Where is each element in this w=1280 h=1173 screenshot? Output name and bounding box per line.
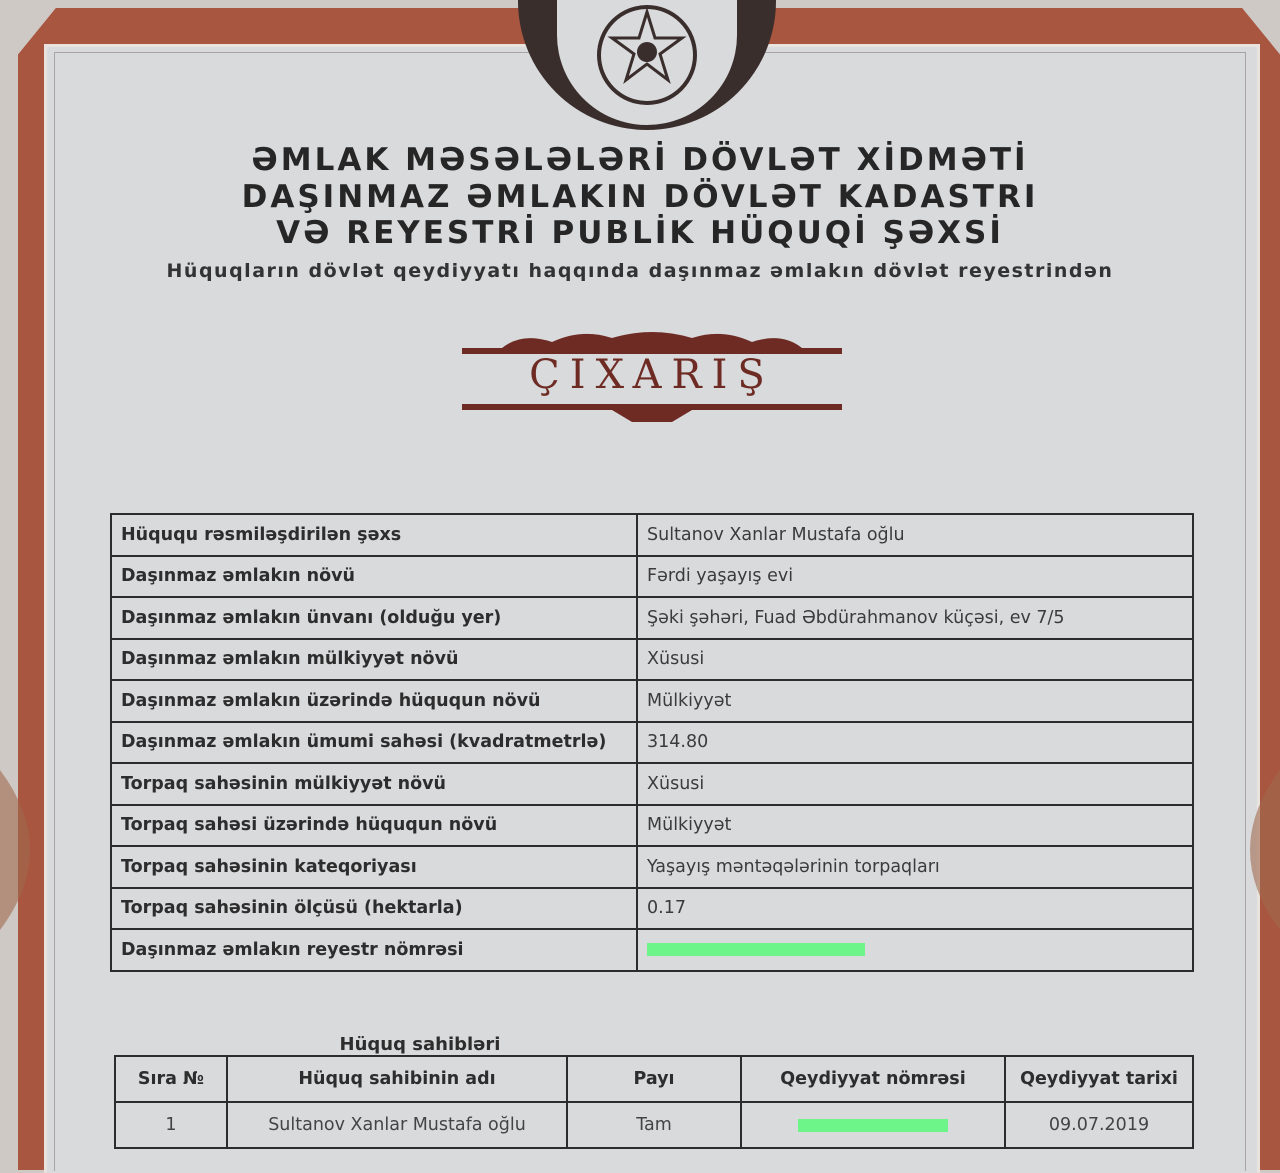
detail-label: Daşınmaz əmlakın üzərində hüququn növü	[111, 680, 637, 722]
table-row	[111, 680, 1193, 722]
detail-value: Fərdi yaşayış evi	[637, 556, 1193, 598]
table-row	[111, 888, 1193, 930]
detail-label: Hüququ rəsmiləşdirilən şəxs	[111, 514, 637, 556]
redaction-mark	[798, 1119, 948, 1132]
property-details-table	[110, 513, 1194, 972]
detail-label: Torpaq sahəsinin mülkiyyət növü	[111, 763, 637, 805]
table-row	[115, 1102, 1193, 1148]
table-row	[111, 763, 1193, 805]
detail-value	[637, 929, 1193, 971]
table-row	[111, 597, 1193, 639]
detail-value: Mülkiyyət	[637, 680, 1193, 722]
redaction-mark	[647, 943, 865, 956]
detail-value: Şəki şəhəri, Fuad Əbdürahmanov küçəsi, ev 7/5	[637, 597, 1193, 639]
header-subtitle: Hüquqların dövlət qeydiyyatı haqqında daşınmaz əmlakın dövlət reyestrindən	[166, 260, 1114, 282]
header-line-2: DAŞINMAZ ƏMLAKIN DÖVLƏT KADASTRI	[241, 179, 1039, 215]
table-row	[111, 805, 1193, 847]
detail-label: Torpaq sahəsinin ölçüsü (hektarla)	[111, 888, 637, 930]
owner-date: 09.07.2019	[1005, 1102, 1193, 1148]
col-header-reg-no: Qeydiyyat nömrəsi	[741, 1056, 1005, 1102]
detail-label: Daşınmaz əmlakın ümumi sahəsi (kvadratmetrlə)	[111, 722, 637, 764]
right-ornament-icon	[1220, 770, 1280, 930]
detail-label: Daşınmaz əmlakın növü	[111, 556, 637, 598]
owners-title: Hüquq sahibləri	[339, 1034, 501, 1055]
col-header-no: Sıra №	[115, 1056, 227, 1102]
col-header-share: Payı	[567, 1056, 741, 1102]
table-row	[111, 639, 1193, 681]
detail-label: Daşınmaz əmlakın reyestr nömrəsi	[111, 929, 637, 971]
detail-value: Xüsusi	[637, 639, 1193, 681]
detail-label: Torpaq sahəsinin kateqoriyası	[111, 846, 637, 888]
document-title: ÇIXARIŞ	[529, 352, 775, 398]
detail-value: Sultanov Xanlar Mustafa oğlu	[637, 514, 1193, 556]
detail-label: Torpaq sahəsi üzərində hüququn növü	[111, 805, 637, 847]
header-line-3: VƏ REYESTRİ PUBLİK HÜQUQİ ŞƏXSİ	[276, 215, 1004, 251]
table-row	[111, 722, 1193, 764]
detail-value: Yaşayış məntəqələrinin torpaqları	[637, 846, 1193, 888]
owner-reg-no	[741, 1102, 1005, 1148]
col-header-date: Qeydiyyat tarixi	[1005, 1056, 1193, 1102]
detail-value: 314.80	[637, 722, 1193, 764]
owner-no: 1	[115, 1102, 227, 1148]
table-row	[111, 556, 1193, 598]
detail-value: 0.17	[637, 888, 1193, 930]
table-row	[111, 846, 1193, 888]
detail-label: Daşınmaz əmlakın mülkiyyət növü	[111, 639, 637, 681]
table-row	[111, 514, 1193, 556]
table-row	[111, 929, 1193, 971]
detail-label: Daşınmaz əmlakın ünvanı (olduğu yer)	[111, 597, 637, 639]
col-header-name: Hüquq sahibinin adı	[227, 1056, 567, 1102]
left-ornament-icon	[0, 770, 60, 930]
owners-table	[114, 1055, 1194, 1149]
detail-value: Mülkiyyət	[637, 805, 1193, 847]
detail-value: Xüsusi	[637, 763, 1193, 805]
owner-share: Tam	[567, 1102, 741, 1148]
header-line-1: ƏMLAK MƏSƏLƏLƏRİ DÖVLƏT XİDMƏTİ	[251, 142, 1029, 178]
owner-name: Sultanov Xanlar Mustafa oğlu	[227, 1102, 567, 1148]
